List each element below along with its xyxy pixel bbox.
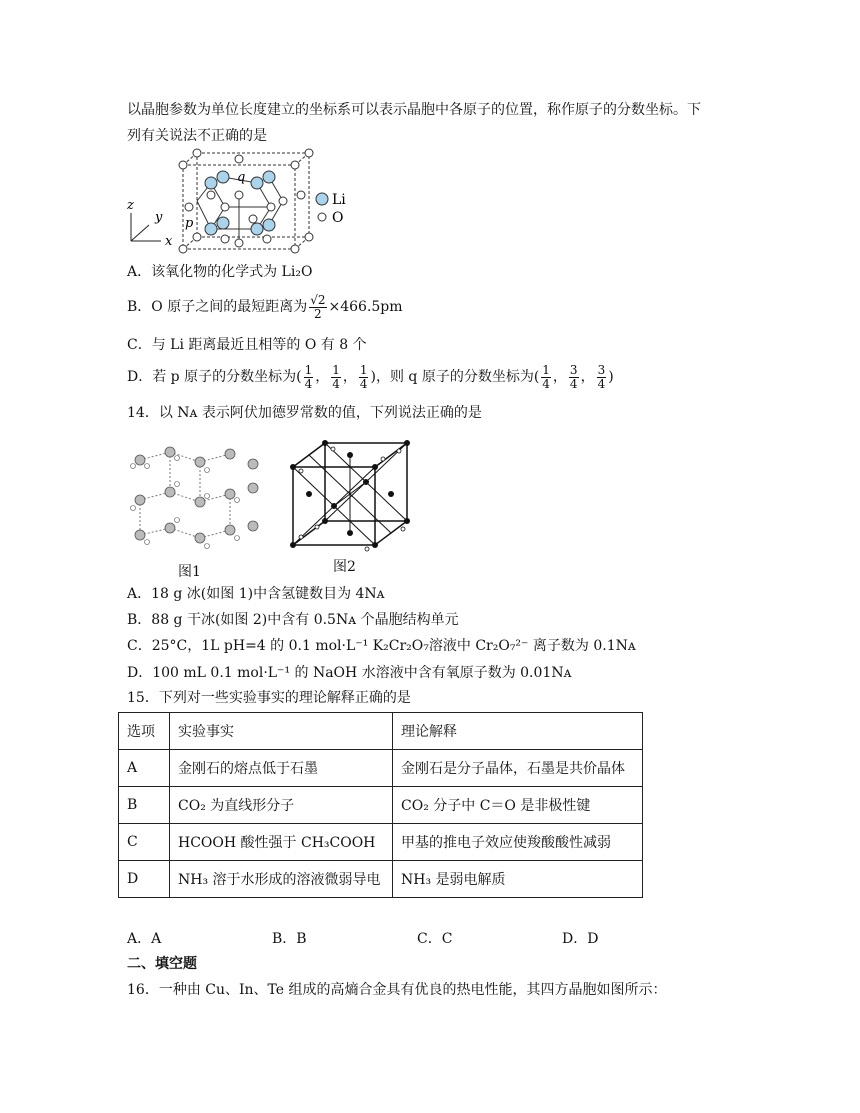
q13-option-b <box>127 292 403 322</box>
q14-stem: 14．以 Nᴀ 表示阿伏加德罗常数的值，下列说法正确的是 <box>127 405 482 421</box>
q13-option-d: D．若 p 原子的分数坐标为( $\frac{1}{4}$ ， $\frac{1}{4}$ ， $\frac{1}{4}$ )，则 q 原子的分数坐标为( $\frac{1}{4}$ ， $\frac{3}{4}$ ， $\frac{3}{4}$ ) <box>127 362 614 391</box>
section-heading: 二、填空题 <box>127 956 197 972</box>
legend-li-label: Li <box>332 192 346 208</box>
axis-y-label: y <box>155 210 163 225</box>
answer-option: C．C <box>417 931 453 947</box>
q14-option-c: C．25°C，1L pH=4 的 0.1 mol·L⁻¹ K₂Cr₂O₇溶液中 Cr₂O₇²⁻ 离子数为 0.1Nᴀ <box>127 638 636 654</box>
table-row: D NH₃ 溶于水形成的溶液微弱导电 NH₃ 是弱电解质 <box>119 861 643 898</box>
q13-option-a: A．该氧化物的化学式为 Li₂O <box>127 264 313 280</box>
atom-p-label: p <box>185 216 194 231</box>
fig2-caption: 图2 <box>333 559 356 575</box>
fig1-caption: 图1 <box>178 564 201 580</box>
q15-stem: 15．下列对一些实验事实的理论解释正确的是 <box>127 690 411 706</box>
table-header-row <box>119 713 643 750</box>
sqrt2-over-2-fraction: $\frac{√2}{2}$ <box>310 292 326 321</box>
q15-table <box>118 712 643 898</box>
table-row: B CO₂ 为直线形分子 CO₂ 分子中 C＝O 是非极性键 <box>119 787 643 824</box>
table-row: A 金刚石的熔点低于石墨 金刚石是分子晶体，石墨是共价晶体 <box>119 750 643 787</box>
li2o-unit-cell-figure <box>125 145 355 257</box>
legend-o-label: O <box>332 210 344 226</box>
q13-option-c: C．与 Li 距离最近且相等的 O 有 8 个 <box>127 337 367 353</box>
q13-stem-line1: 以晶胞参数为单位长度建立的坐标系可以表示晶胞中各原子的位置，称作原子的分数坐标。下 <box>127 102 701 118</box>
q14-option-b: B．88 g 干冰(如图 2)中含有 0.5Nᴀ 个晶胞结构单元 <box>127 612 459 628</box>
table-header-cell: 实验事实 <box>170 713 393 750</box>
q13-option-b-tail: ×466.5pm <box>328 299 403 315</box>
answer-option: D．D <box>562 931 599 947</box>
table-header-cell: 选项 <box>119 713 170 750</box>
q13-option-b-text: B．O 原子之间的最短距离为 <box>127 299 308 315</box>
answer-option: B．B <box>272 931 307 947</box>
atom-q-label: q <box>237 170 246 185</box>
q14-option-a: A．18 g 冰(如图 1)中含氢键数目为 4Nᴀ <box>127 586 385 602</box>
answer-option: A．A <box>127 931 162 947</box>
q14-option-d: D．100 mL 0.1 mol·L⁻¹ 的 NaOH 水溶液中含有氧原子数为 0.01Nᴀ <box>127 665 572 681</box>
q13-stem-line2: 列有关说法不正确的是 <box>127 128 267 144</box>
q15-answer-options <box>127 929 598 949</box>
ice-structure-figure <box>125 440 270 555</box>
q16-stem: 16．一种由 Cu、In、Te 组成的高熵合金具有优良的热电性能，其四方晶胞如图所示： <box>127 982 667 998</box>
dry-ice-unit-cell-figure <box>285 437 420 557</box>
table-header-cell: 理论解释 <box>393 713 643 750</box>
axis-x-label: x <box>165 234 173 249</box>
axis-z-label: z <box>127 198 134 213</box>
table-row: C HCOOH 酸性强于 CH₃COOH 甲基的推电子效应使羧酸酸性减弱 <box>119 824 643 861</box>
